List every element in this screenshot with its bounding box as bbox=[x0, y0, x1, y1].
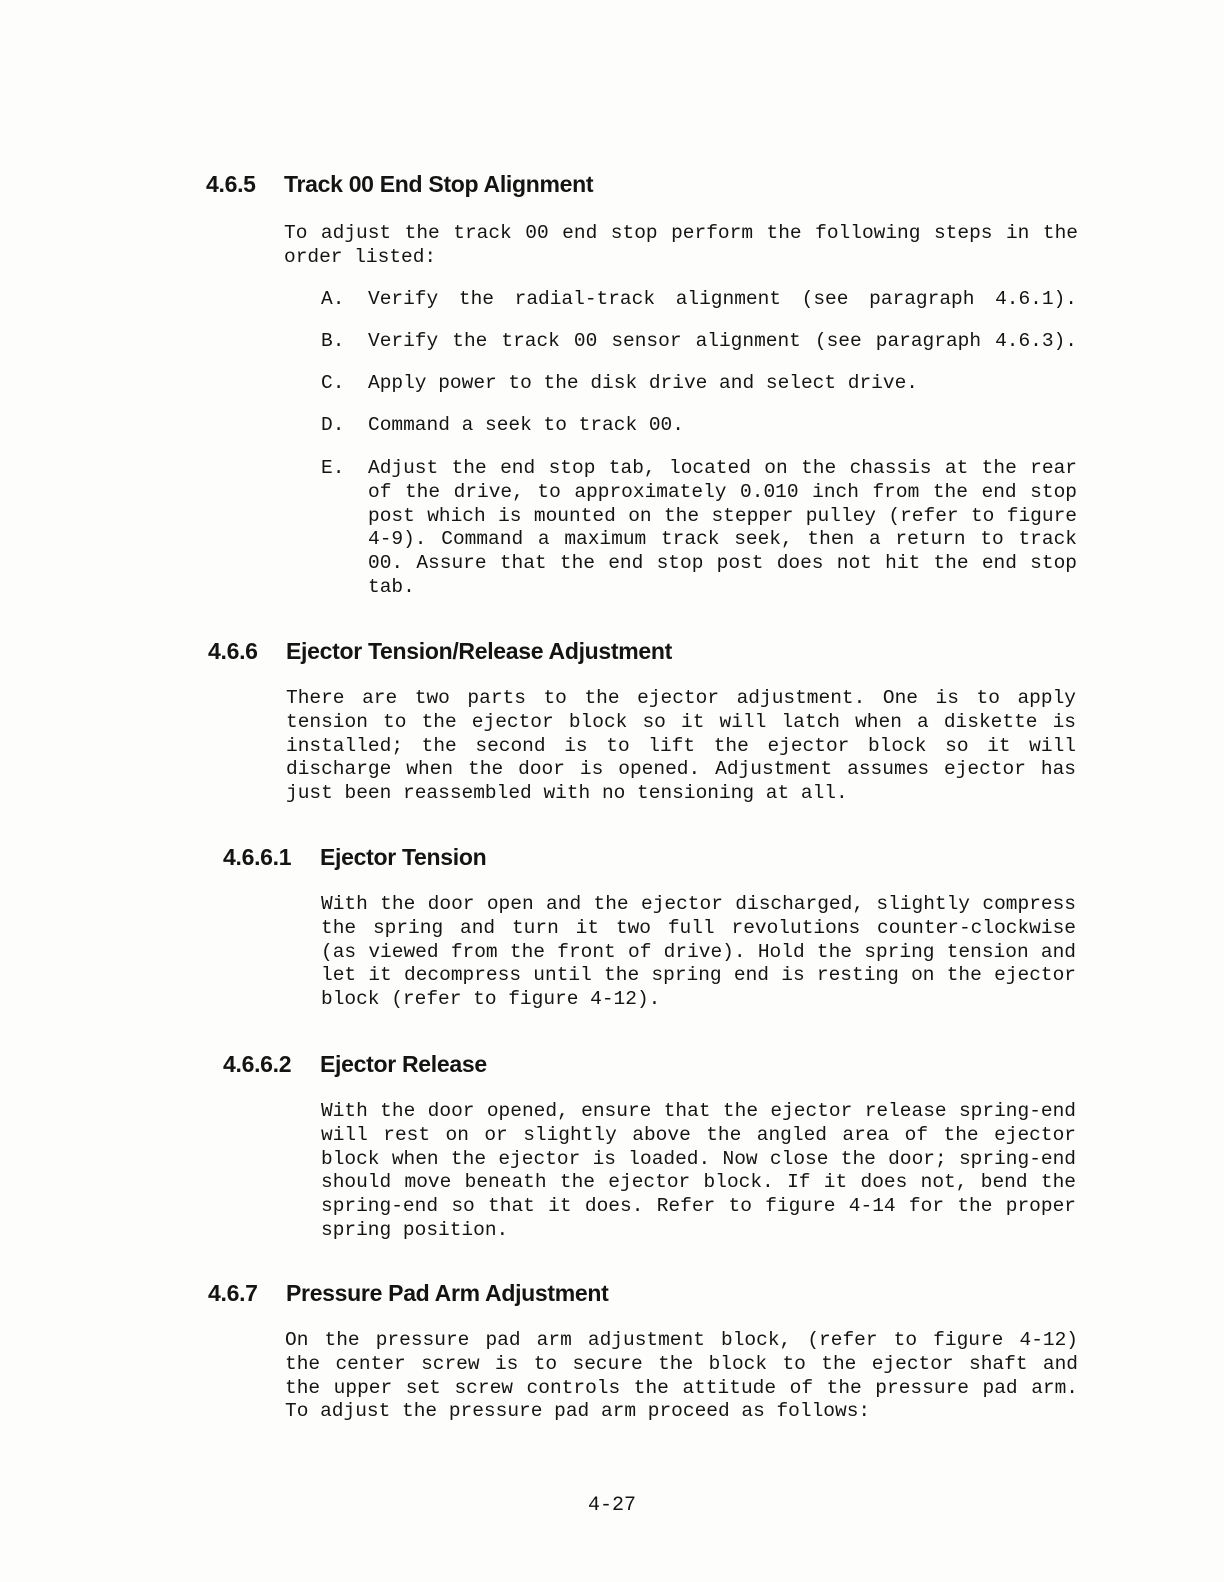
section-number: 4.6.6.1 bbox=[223, 844, 292, 870]
step-text: Apply power to the disk drive and select drive. bbox=[368, 372, 918, 394]
step-text: Adjust the end stop tab, located on the chassis at the rear of the drive, to approximately 0.010 inch from the end stop post which is mounted on the stepper pulley (refer to figure 4-9). Command a maximum track seek, then a return to track 00. Assure that the end stop post does not hit the end stop tab. bbox=[368, 457, 1077, 598]
page-number: 4-27 bbox=[587, 1494, 636, 1517]
step-letter: D. bbox=[321, 414, 345, 436]
step-letter: A. bbox=[321, 288, 345, 310]
paragraph-4-6-6: There are two parts to the ejector adjustment. One is to apply tension to the ejector block so it will latch when a diskette is installed; the second is to lift the ejector block so it will discharge when the door is opened. Adjustment assumes ejector has just been reassembled with no tensioning at all. bbox=[286, 687, 1076, 805]
step-letter: E. bbox=[321, 457, 345, 479]
step-text: Verify the track 00 sensor alignment (see paragraph 4.6.3). bbox=[368, 330, 1077, 352]
section-title: Ejector Release bbox=[320, 1051, 487, 1077]
step-letter: B. bbox=[321, 330, 345, 352]
paragraph-4-6-7: On the pressure pad arm adjustment block, (refer to figure 4-12) the center screw is to secure the block to the ejector shaft and the upper set screw controls the attitude of the pressure pad arm. To adjust the pressure pad arm proceed as follows: bbox=[285, 1329, 1078, 1423]
step-text: Verify the radial-track alignment (see paragraph 4.6.1). bbox=[368, 288, 1077, 310]
section-title: Ejector Tension/Release Adjustment bbox=[286, 638, 673, 664]
section-number: 4.6.6 bbox=[208, 638, 258, 664]
section-title: Track 00 End Stop Alignment bbox=[284, 171, 594, 197]
paragraph-4-6-5-intro: To adjust the track 00 end stop perform the following steps in the order listed: bbox=[284, 222, 1078, 268]
section-title: Ejector Tension bbox=[320, 844, 487, 870]
section-number: 4.6.6.2 bbox=[223, 1051, 292, 1077]
step-text: Command a seek to track 00. bbox=[368, 414, 684, 436]
section-title: Pressure Pad Arm Adjustment bbox=[286, 1280, 609, 1306]
step-letter: C. bbox=[321, 372, 345, 394]
paragraph-4-6-6-2: With the door opened, ensure that the ejector release spring-end will rest on or slightly above the angled area of the ejector block when the ejector is loaded. Now close the door; spring-end should move beneath the ejector block. If it does not, bend the spring-end so that it does. Refer to figure 4-14 for the proper spring position. bbox=[321, 1100, 1076, 1241]
section-number: 4.6.5 bbox=[206, 171, 256, 197]
paragraph-4-6-6-1: With the door open and the ejector discharged, slightly compress the spring and turn it two full revolutions counter-clockwise (as viewed from the front of drive). Hold the spring tension and let it decompress until the spring end is resting on the ejector block (refer to figure 4-12). bbox=[321, 893, 1076, 1011]
section-number: 4.6.7 bbox=[208, 1280, 258, 1306]
